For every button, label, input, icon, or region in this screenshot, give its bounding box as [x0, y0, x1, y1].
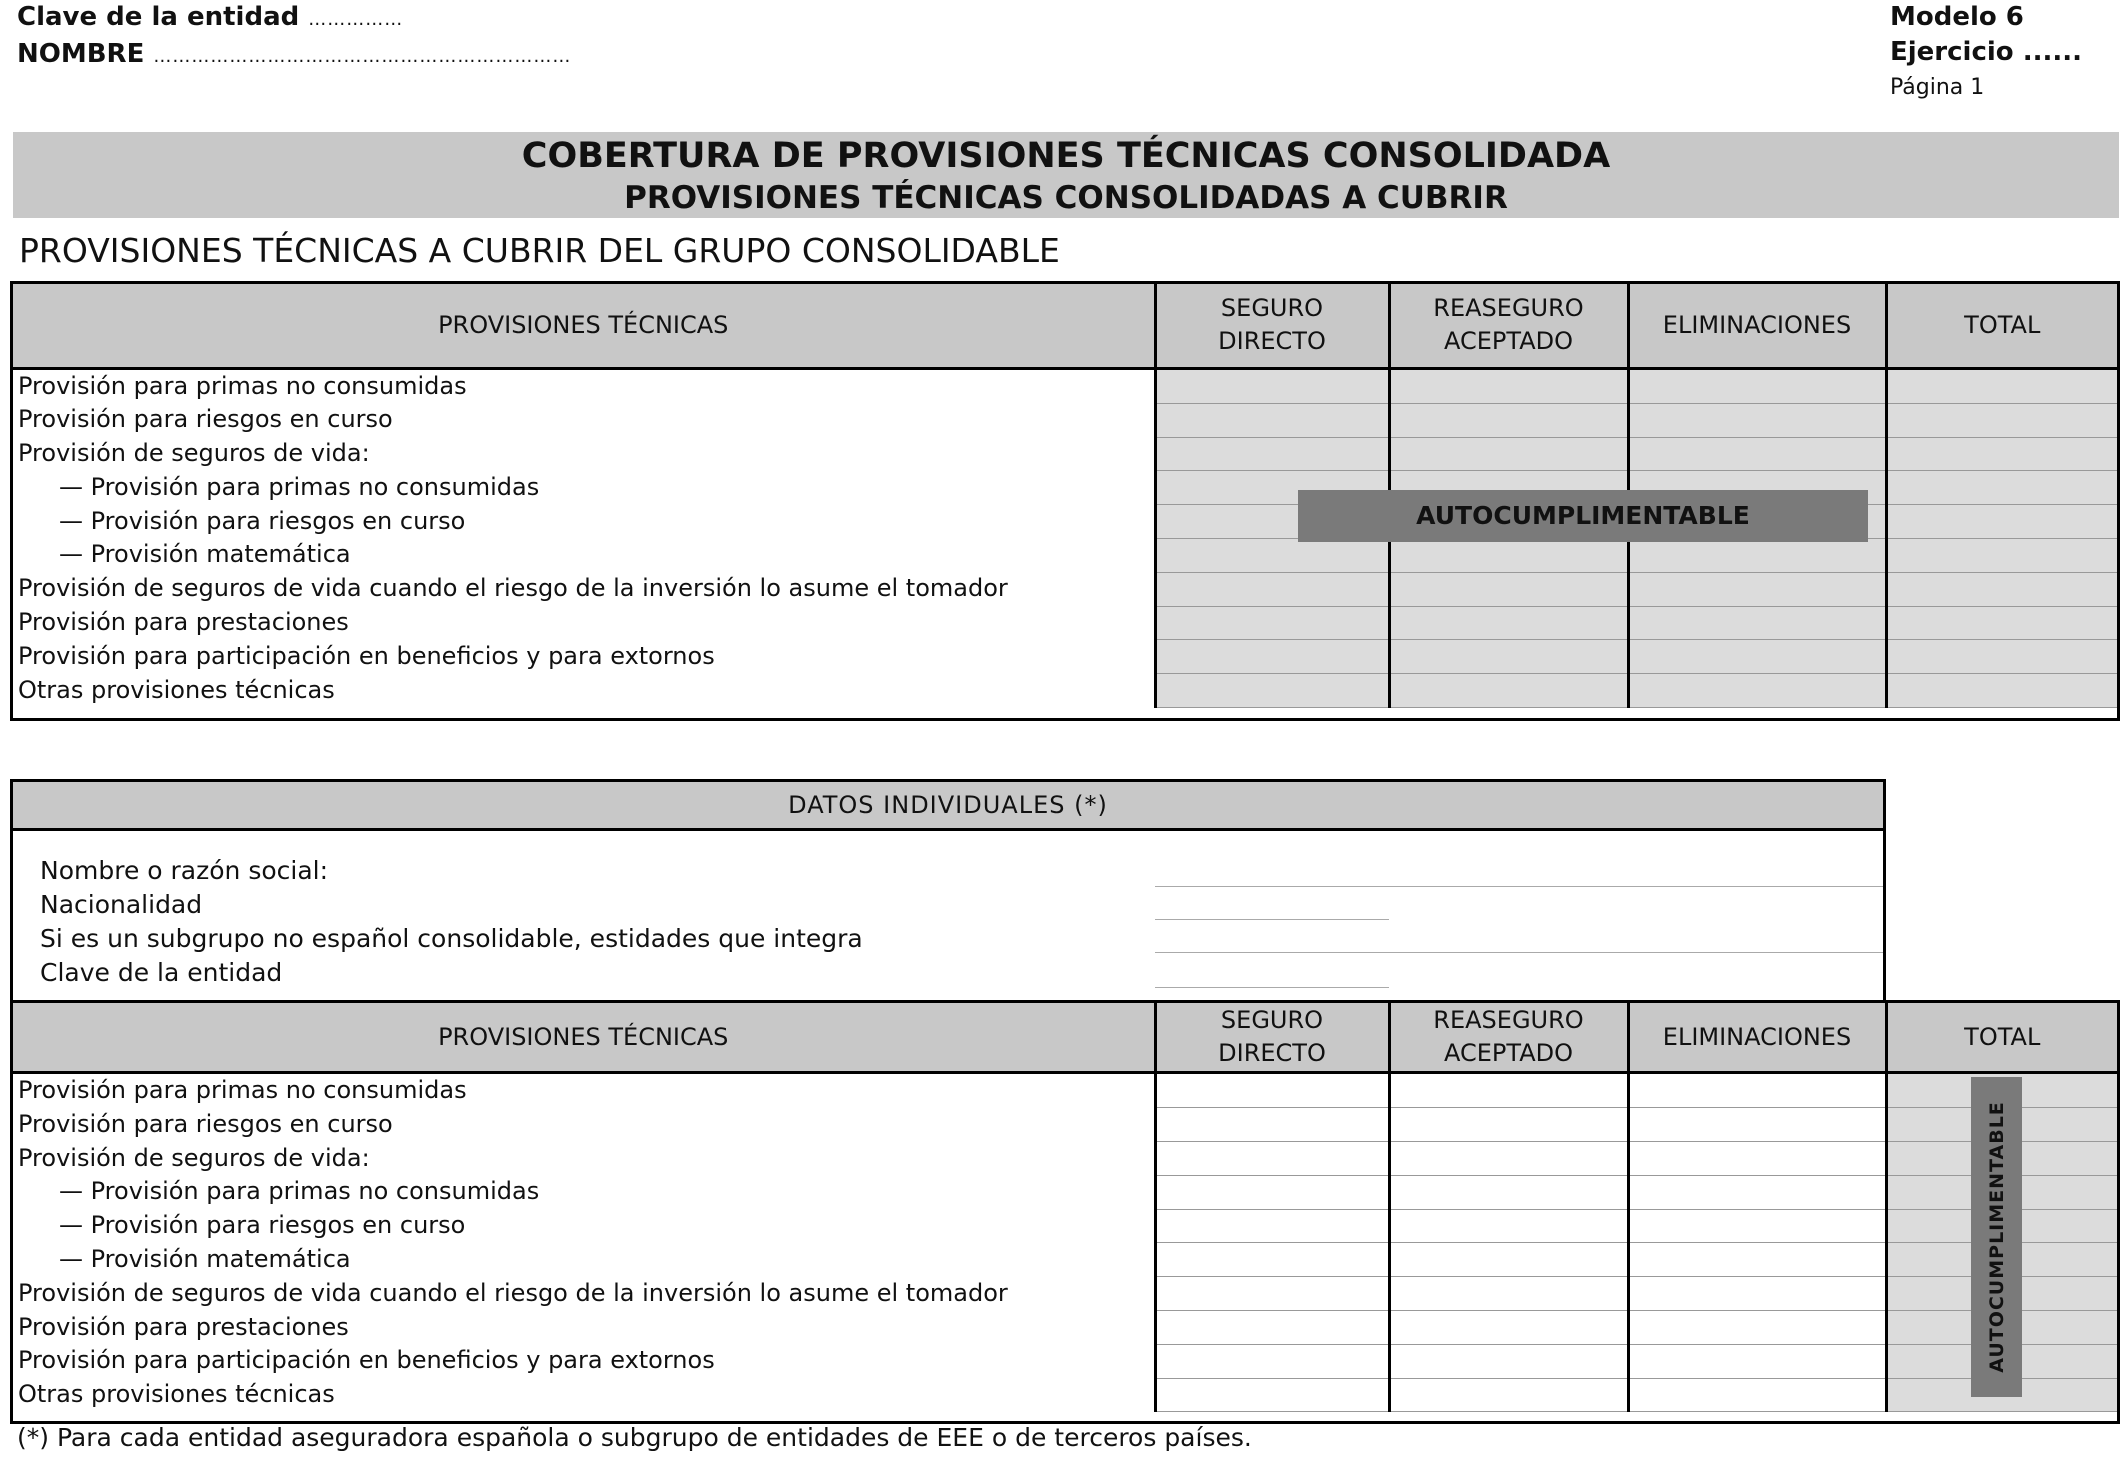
cell-eliminaciones[interactable]: [1628, 1378, 1886, 1412]
entity-header: [17, 0, 571, 74]
clave-entidad-label: Clave de la entidad: [17, 2, 300, 32]
cell-eliminaciones[interactable]: [1628, 1073, 1886, 1108]
cell-reaseguro-aceptado[interactable]: [1389, 606, 1628, 640]
cell-seguro-directo[interactable]: [1155, 1209, 1389, 1243]
cell-total[interactable]: [1886, 674, 2117, 708]
cell-total[interactable]: [1886, 403, 2117, 437]
cell-total[interactable]: [1886, 572, 2117, 606]
clave-entidad-line: [17, 0, 571, 37]
cell-seguro-directo[interactable]: [1155, 572, 1389, 606]
cell-eliminaciones[interactable]: [1628, 1142, 1886, 1176]
cell-total[interactable]: [1886, 437, 2117, 471]
col-seguro-directo: SEGURO DIRECTO: [1155, 1003, 1389, 1073]
cell-eliminaciones[interactable]: [1628, 1108, 1886, 1142]
cell-eliminaciones[interactable]: [1628, 368, 1886, 403]
subgrupo-field[interactable]: [1155, 952, 1883, 953]
nombre-line: [17, 37, 571, 74]
nacionalidad-label: Nacionalidad: [40, 890, 203, 919]
row-label: Provisión de seguros de vida:: [18, 1143, 370, 1172]
footnote: (*) Para cada entidad aseguradora española o subgrupo de entidades de EEE o de terceros países.: [17, 1423, 1252, 1452]
table-row: [13, 437, 2117, 471]
row-label: — Provisión matemática: [59, 540, 351, 569]
table-row: [13, 606, 2117, 640]
col-total: TOTAL: [1886, 1003, 2117, 1073]
col-eliminaciones: ELIMINACIONES: [1628, 1003, 1886, 1073]
cell-reaseguro-aceptado[interactable]: [1389, 1277, 1628, 1311]
table-row: [13, 1277, 2117, 1311]
section-title: PROVISIONES TÉCNICAS A CUBRIR DEL GRUPO CONSOLIDABLE: [19, 231, 1060, 270]
nacionalidad-field[interactable]: [1155, 919, 1389, 920]
col-eliminaciones: ELIMINACIONES: [1628, 284, 1886, 368]
cell-reaseguro-aceptado[interactable]: [1389, 1311, 1628, 1345]
row-label: Provisión para prestaciones: [18, 1312, 349, 1341]
cell-eliminaciones[interactable]: [1628, 1209, 1886, 1243]
cell-seguro-directo[interactable]: [1155, 606, 1389, 640]
cell-seguro-directo[interactable]: [1155, 403, 1389, 437]
col-reaseguro-aceptado: REASEGURO ACEPTADO: [1389, 1003, 1628, 1073]
table-row: [13, 1243, 2117, 1277]
cell-reaseguro-aceptado[interactable]: [1389, 1378, 1628, 1412]
row-label: — Provisión matemática: [59, 1244, 351, 1273]
datos-individuales-title: DATOS INDIVIDUALES (*): [13, 782, 1883, 831]
row-label: Provisión de seguros de vida:: [18, 439, 370, 468]
cell-reaseguro-aceptado[interactable]: [1389, 674, 1628, 708]
autocumplimentable-vertical-banner: AUTOCUMPLIMENTABLE: [1971, 1077, 2022, 1397]
cell-seguro-directo[interactable]: [1155, 1277, 1389, 1311]
nombre-field[interactable]: …………………………………………………………: [153, 46, 572, 67]
cell-reaseguro-aceptado[interactable]: [1389, 640, 1628, 674]
nombre-label: NOMBRE: [17, 39, 145, 69]
cell-seguro-directo[interactable]: [1155, 1073, 1389, 1108]
cell-total[interactable]: [1886, 640, 2117, 674]
table-row: [13, 1209, 2117, 1243]
cell-total[interactable]: [1886, 471, 2117, 505]
cell-seguro-directo[interactable]: [1155, 1378, 1389, 1412]
cell-total[interactable]: [1886, 368, 2117, 403]
cell-reaseguro-aceptado[interactable]: [1389, 1142, 1628, 1176]
row-label: Otras provisiones técnicas: [18, 675, 335, 704]
clave-entidad-field[interactable]: ……………: [308, 9, 404, 30]
table-row: [13, 538, 2117, 572]
cell-reaseguro-aceptado[interactable]: [1389, 1073, 1628, 1108]
cell-eliminaciones[interactable]: [1628, 640, 1886, 674]
col-seguro-directo: SEGURO DIRECTO: [1155, 284, 1389, 368]
row-label: Provisión de seguros de vida cuando el riesgo de la inversión lo asume el tomador: [18, 574, 1008, 603]
row-label: — Provisión para primas no consumidas: [59, 1177, 540, 1206]
cell-seguro-directo[interactable]: [1155, 538, 1389, 572]
cell-eliminaciones[interactable]: [1628, 1175, 1886, 1209]
datos-individuales-panel: [10, 779, 1886, 1003]
cell-eliminaciones[interactable]: [1628, 674, 1886, 708]
row-label: Provisión para riesgos en curso: [18, 1109, 393, 1138]
col-provisiones-tecnicas: PROVISIONES TÉCNICAS: [13, 1003, 1155, 1073]
clave-entidad-field-2[interactable]: [1155, 987, 1389, 988]
table-row: [13, 1175, 2117, 1209]
table-row: [13, 640, 2117, 674]
row-label: — Provisión para primas no consumidas: [59, 472, 540, 501]
row-label: Otras provisiones técnicas: [18, 1380, 335, 1409]
cell-eliminaciones[interactable]: [1628, 538, 1886, 572]
table-row: [13, 1378, 2117, 1412]
table-row: [13, 572, 2117, 606]
cell-eliminaciones[interactable]: [1628, 437, 1886, 471]
cell-reaseguro-aceptado[interactable]: [1389, 437, 1628, 471]
row-label: Provisión para riesgos en curso: [18, 405, 393, 434]
cell-eliminaciones[interactable]: [1628, 572, 1886, 606]
table-row: [13, 1344, 2117, 1378]
col-provisiones-tecnicas: PROVISIONES TÉCNICAS: [13, 284, 1155, 368]
cell-total[interactable]: [1886, 606, 2117, 640]
cell-reaseguro-aceptado[interactable]: [1389, 1108, 1628, 1142]
cell-reaseguro-aceptado[interactable]: [1389, 1344, 1628, 1378]
table-row: [13, 368, 2117, 403]
row-label: Provisión para primas no consumidas: [18, 371, 467, 400]
subgrupo-label: Si es un subgrupo no español consolidable, estidades que integra: [40, 924, 863, 953]
cell-eliminaciones[interactable]: [1628, 1243, 1886, 1277]
row-label: Provisión para primas no consumidas: [18, 1076, 467, 1104]
cell-reaseguro-aceptado[interactable]: [1389, 1175, 1628, 1209]
cell-eliminaciones[interactable]: [1628, 1311, 1886, 1345]
table-row: [13, 1073, 2117, 1108]
modelo-label: Modelo 6: [1890, 2, 2024, 32]
clave-entidad-label-2: Clave de la entidad: [40, 958, 283, 987]
col-reaseguro-aceptado: REASEGURO ACEPTADO: [1389, 284, 1628, 368]
cell-seguro-directo[interactable]: [1155, 1108, 1389, 1142]
cell-seguro-directo[interactable]: [1155, 1142, 1389, 1176]
page-subtitle: PROVISIONES TÉCNICAS CONSOLIDADAS A CUBRIR: [624, 180, 1508, 216]
autocumplimentable-banner: AUTOCUMPLIMENTABLE: [1298, 490, 1868, 542]
cell-reaseguro-aceptado[interactable]: [1389, 368, 1628, 403]
cell-seguro-directo[interactable]: [1155, 1344, 1389, 1378]
cell-seguro-directo[interactable]: [1155, 674, 1389, 708]
cell-eliminaciones[interactable]: [1628, 1277, 1886, 1311]
table-row: [13, 674, 2117, 708]
col-total: TOTAL: [1886, 284, 2117, 368]
cell-reaseguro-aceptado[interactable]: [1389, 1243, 1628, 1277]
table-header-row: [13, 284, 2117, 368]
ejercicio-field[interactable]: Ejercicio ......: [1890, 37, 2082, 67]
nombre-razon-social-field[interactable]: [1155, 886, 1883, 887]
page-title: COBERTURA DE PROVISIONES TÉCNICAS CONSOLIDADA: [521, 136, 1611, 176]
cell-reaseguro-aceptado[interactable]: [1389, 538, 1628, 572]
cell-eliminaciones[interactable]: [1628, 606, 1886, 640]
cell-reaseguro-aceptado[interactable]: [1389, 572, 1628, 606]
cell-seguro-directo[interactable]: [1155, 368, 1389, 403]
table-row: [13, 1142, 2117, 1176]
cell-reaseguro-aceptado[interactable]: [1389, 403, 1628, 437]
table-header-row: [13, 1003, 2117, 1073]
row-label: — Provisión para riesgos en curso: [59, 1211, 466, 1240]
row-label: — Provisión para riesgos en curso: [59, 506, 466, 535]
cell-total[interactable]: [1886, 505, 2117, 539]
cell-eliminaciones[interactable]: [1628, 1344, 1886, 1378]
row-label: Provisión para participación en beneficios y para extornos: [18, 641, 715, 670]
cell-total[interactable]: [1886, 538, 2117, 572]
cell-seguro-directo[interactable]: [1155, 1243, 1389, 1277]
table-row: [13, 403, 2117, 437]
row-label: Provisión para participación en beneficios y para extornos: [18, 1346, 715, 1375]
individual-provisions-table: [13, 1003, 2117, 1412]
title-band: [13, 132, 2119, 218]
cell-eliminaciones[interactable]: [1628, 403, 1886, 437]
row-label: Provisión para prestaciones: [18, 608, 349, 637]
cell-reaseguro-aceptado[interactable]: [1389, 1209, 1628, 1243]
cell-seguro-directo[interactable]: [1155, 640, 1389, 674]
nombre-razon-social-label: Nombre o razón social:: [40, 856, 329, 885]
cell-seguro-directo[interactable]: [1155, 437, 1389, 471]
cell-seguro-directo[interactable]: [1155, 1175, 1389, 1209]
model-header: [1890, 0, 2082, 105]
table-row: [13, 1311, 2117, 1345]
page-number: Página 1: [1890, 75, 1985, 100]
cell-seguro-directo[interactable]: [1155, 1311, 1389, 1345]
row-label: Provisión de seguros de vida cuando el riesgo de la inversión lo asume el tomador: [18, 1278, 1008, 1307]
table-row: [13, 1108, 2117, 1142]
